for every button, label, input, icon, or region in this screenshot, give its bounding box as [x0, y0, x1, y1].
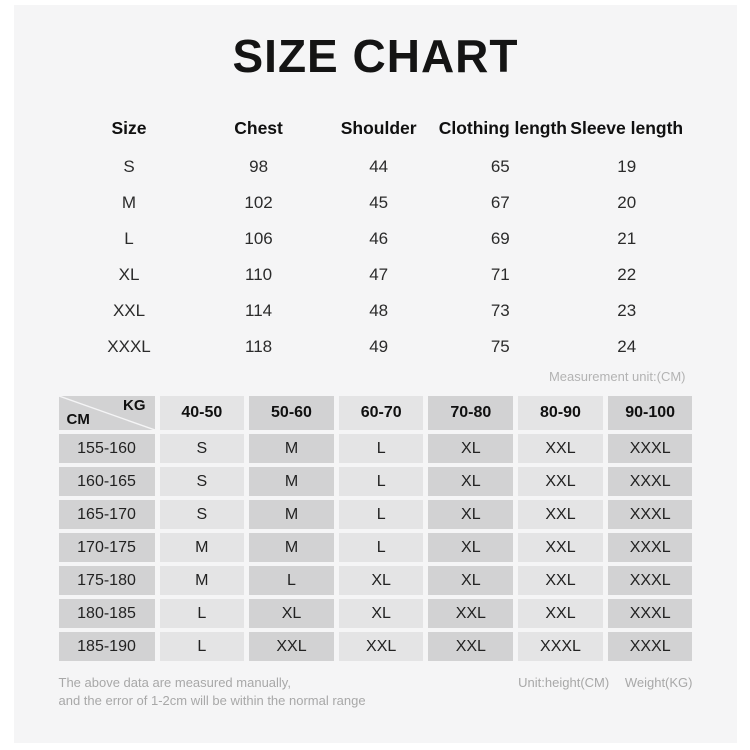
recommended-size-cell: XXL	[518, 500, 603, 529]
corner-cm-kg-cell	[59, 396, 155, 430]
recommended-size-cell: XL	[428, 434, 513, 463]
recommended-size-cell: M	[249, 533, 334, 562]
recommended-size-cell: L	[339, 533, 424, 562]
recommended-size-cell: XXL	[518, 533, 603, 562]
shoulder-value: 49	[369, 337, 389, 356]
measurement-table	[60, 107, 692, 365]
height-range-label: 155-160	[59, 434, 155, 463]
column-header-chest: Chest	[234, 117, 283, 138]
size-label: M	[121, 193, 137, 212]
weight-header: 50-60	[249, 396, 334, 430]
shoulder-value: 48	[369, 301, 389, 320]
sleeve-length-value: 19	[617, 157, 637, 176]
shoulder-value: 47	[369, 265, 389, 284]
recommended-size-cell: S	[160, 500, 245, 529]
recommended-size-cell: XXXL	[608, 632, 693, 661]
table-row	[60, 329, 692, 365]
recommended-size-cell: L	[339, 467, 424, 496]
recommended-size-cell: M	[160, 566, 245, 595]
clothing-length-value: 73	[490, 301, 510, 320]
recommended-size-cell: XXXL	[608, 467, 693, 496]
sleeve-length-value: 23	[617, 301, 637, 320]
recommended-size-cell: L	[339, 434, 424, 463]
clothing-length-value: 69	[490, 229, 510, 248]
recommended-size-cell: XL	[428, 500, 513, 529]
recommended-size-cell: S	[160, 467, 245, 496]
fit-recommendation-table	[59, 396, 693, 661]
recommended-size-cell: XL	[428, 533, 513, 562]
clothing-length-value: 65	[490, 157, 510, 176]
chest-value: 102	[244, 193, 273, 212]
recommended-size-cell: M	[249, 467, 334, 496]
shoulder-value: 45	[369, 193, 389, 212]
size-label: XL	[118, 265, 140, 284]
chest-value: 114	[245, 301, 273, 320]
recommended-size-cell: M	[249, 434, 334, 463]
chest-value: 110	[245, 265, 273, 284]
recommended-size-cell: XXXL	[608, 566, 693, 595]
chest-value: 118	[245, 337, 273, 356]
recommended-size-cell: L	[249, 566, 334, 595]
table-row	[60, 293, 692, 329]
footer	[59, 674, 693, 710]
height-range-label: 170-175	[59, 533, 155, 562]
column-header-sleeve-length: Sleeve length	[570, 117, 684, 138]
recommended-size-cell: XL	[428, 467, 513, 496]
sleeve-length-value: 21	[617, 229, 637, 248]
unit-weight-label: Weight(KG)	[624, 675, 693, 690]
weight-header: 80-90	[518, 396, 603, 430]
height-range-label: 180-185	[59, 599, 155, 628]
corner-kg-label: KG	[123, 397, 146, 414]
recommended-size-cell: XL	[249, 599, 334, 628]
recommended-size-cell: XXXL	[608, 599, 693, 628]
recommended-size-cell: L	[339, 500, 424, 529]
recommended-size-cell: XXL	[428, 599, 513, 628]
table-row	[60, 221, 692, 257]
clothing-length-value: 71	[490, 265, 510, 284]
recommended-size-cell: L	[160, 599, 245, 628]
recommended-size-cell: XXL	[518, 566, 603, 595]
recommended-size-cell: XXXL	[608, 533, 693, 562]
recommended-size-cell: XXXL	[608, 500, 693, 529]
table-row	[60, 149, 692, 185]
clothing-length-value: 75	[490, 337, 510, 356]
height-range-label: 175-180	[59, 566, 155, 595]
measurement-table-header-row	[60, 107, 692, 149]
height-range-label: 160-165	[59, 467, 155, 496]
recommended-size-cell: XXL	[518, 599, 603, 628]
units-note	[518, 674, 692, 690]
weight-header: 40-50	[160, 396, 245, 430]
shoulder-value: 44	[369, 157, 389, 176]
recommended-size-cell: XL	[339, 566, 424, 595]
sleeve-length-value: 24	[617, 337, 637, 356]
recommended-size-cell: XXL	[249, 632, 334, 661]
recommended-size-cell: XXL	[428, 632, 513, 661]
shoulder-value: 46	[369, 229, 389, 248]
disclaimer-text	[59, 674, 366, 710]
corner-cm-label: CM	[66, 411, 90, 428]
recommended-size-cell: XXL	[518, 434, 603, 463]
column-header-clothing-length: Clothing length	[438, 117, 567, 138]
recommended-size-cell: XL	[428, 566, 513, 595]
recommended-size-cell: XXXL	[518, 632, 603, 661]
recommended-size-cell: XL	[339, 599, 424, 628]
disclaimer-line-2: and the error of 1-2cm will be within the normal range	[58, 693, 366, 708]
recommended-size-cell: XXL	[339, 632, 424, 661]
unit-height-label: Unit:height(CM)	[518, 675, 610, 690]
disclaimer-line-1: The above data are measured manually,	[58, 675, 291, 690]
height-range-label: 185-190	[59, 632, 155, 661]
recommended-size-cell: M	[160, 533, 245, 562]
sleeve-length-value: 22	[617, 265, 637, 284]
sleeve-length-value: 20	[617, 193, 637, 212]
chest-value: 106	[244, 229, 273, 248]
height-range-label: 165-170	[59, 500, 155, 529]
table-row	[60, 185, 692, 221]
recommended-size-cell: M	[249, 500, 334, 529]
weight-header: 90-100	[608, 396, 693, 430]
column-header-size: Size	[111, 117, 147, 138]
weight-header: 70-80	[428, 396, 513, 430]
chest-value: 98	[249, 157, 269, 176]
measurement-unit-note: Measurement unit:(CM)	[548, 369, 686, 384]
recommended-size-cell: XXL	[518, 467, 603, 496]
size-label: XXL	[112, 301, 146, 320]
recommended-size-cell: L	[160, 632, 245, 661]
clothing-length-value: 67	[490, 193, 510, 212]
size-chart-panel	[14, 5, 737, 743]
size-label: S	[123, 157, 135, 176]
weight-header: 60-70	[339, 396, 424, 430]
column-header-shoulder: Shoulder	[340, 117, 417, 138]
size-label: XXXL	[107, 337, 151, 356]
page-title: SIZE CHART	[232, 30, 519, 82]
table-row	[60, 257, 692, 293]
recommended-size-cell: XXXL	[608, 434, 693, 463]
size-label: L	[124, 229, 134, 248]
recommended-size-cell: S	[160, 434, 245, 463]
